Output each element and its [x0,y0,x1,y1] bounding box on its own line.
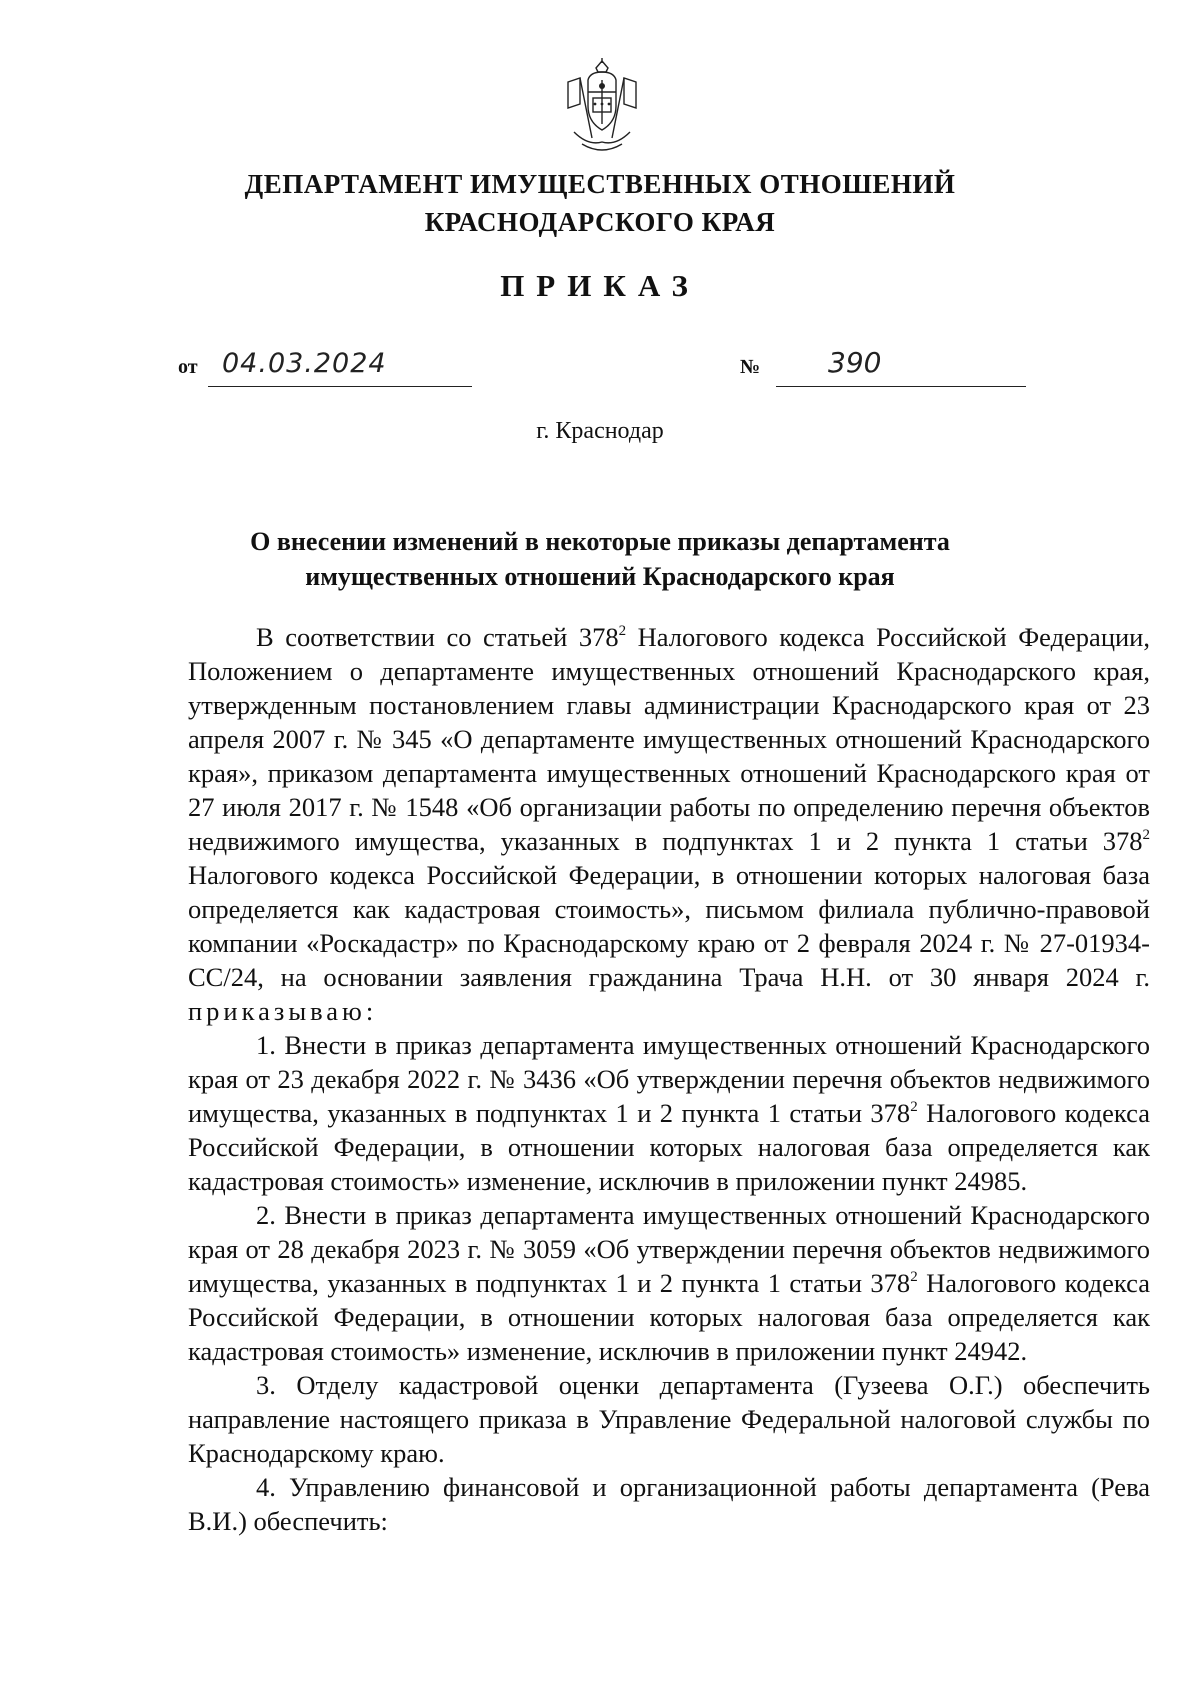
document-title [0,524,1200,594]
handwritten-date: 04.03.2024 [222,348,387,379]
date-underline [208,386,472,387]
preamble-text-1: В соответствии со статьей 378 [256,622,619,652]
title-line2: имущественных отношений Краснодарского края [305,562,895,591]
city-label: г. Краснодар [536,418,664,444]
preamble-text-2: Налогового кодекса Российской Федерации, Положением о департаменте имущественных отношений Краснодарского края, утвержденным постановлением главы администрации Краснодарского края от 23 апреля 2007 г. № 345 «О департаменте имущественных отношений Краснодарского края», приказом департамента имущественных отношений Краснодарского края от 27 июля 2017 г. № 1548 «Об организации работы по определению перечня объектов недвижимого имущества, указанных в подпунктах 1 и 2 пункта 1 статьи 378 [188,622,1150,856]
superscript: 2 [618,623,627,639]
item-2 [188,1198,1150,1368]
preamble-text-3: Налогового кодекса Российской Федерации, в отношении которых налоговая база определяется как кадастровая стоимость», письмом филиала публично-правовой компании «Роскадастр» по Краснодарскому краю от 2 февраля 2024 г. № 27-01934-СС/24, на основании заявления гражданина Трача Н.Н. от 30 января 2024 г. [188,860,1150,992]
item-1-text-a: 1. Внести в приказ департамента имущественных отношений Краснодарского края от 23 декабря 2022 г. № 3436 «Об утверждении перечня объектов недвижимого имущества, указанных в подпунктах 1 и 2 пункта 1 статьи 378 [188,1030,1150,1128]
item-1-text-b: Налогового кодекса Российской Федерации, в отношении которых налоговая база определяется как кадастровая стоимость» изменение, исключив в приложении пункт 24985. [188,1098,1150,1196]
superscript: 2 [910,1099,918,1115]
department-name-line2: КРАСНОДАРСКОГО КРАЯ [424,207,776,237]
superscript: 2 [1142,827,1150,843]
document-body [188,620,1150,1538]
document-type: ПРИКАЗ [500,268,700,303]
number-underline [776,386,1026,387]
superscript: 2 [910,1269,918,1285]
item-3-text: 3. Отделу кадастровой оценки департамента (Гузеева О.Г.) обеспечить направление настоящего приказа в Управление Федеральной налоговой службы по Краснодарскому краю. [188,1370,1150,1468]
item-1 [188,1028,1150,1198]
preamble-paragraph [188,620,1150,1028]
title-line1: О внесении изменений в некоторые приказы департамента [250,527,950,556]
date-prefix: от [178,356,198,378]
item-2-text-a: 2. Внести в приказ департамента имущественных отношений Краснодарского края от 28 декабря 2023 г. № 3059 «Об утверждении перечня объектов недвижимого имущества, указанных в подпунктах 1 и 2 пункта 1 статьи 378 [188,1200,1150,1298]
department-name-line1: ДЕПАРТАМЕНТ ИМУЩЕСТВЕННЫХ ОТНОШЕНИЙ [244,169,956,199]
item-4 [188,1470,1150,1538]
krasnodar-coat-of-arms-icon [560,58,644,158]
item-2-text-b: Налогового кодекса Российской Федерации, в отношении которых налоговая база определяется как кадастровая стоимость» изменение, исключив в приложении пункт 24942. [188,1268,1150,1366]
number-prefix: № [740,356,761,378]
decree-word: приказываю: [188,996,378,1026]
handwritten-number: 390 [828,346,882,379]
item-4-text: 4. Управлению финансовой и организационной работы департамента (Рева В.И.) обеспечить: [188,1472,1150,1536]
item-3 [188,1368,1150,1470]
